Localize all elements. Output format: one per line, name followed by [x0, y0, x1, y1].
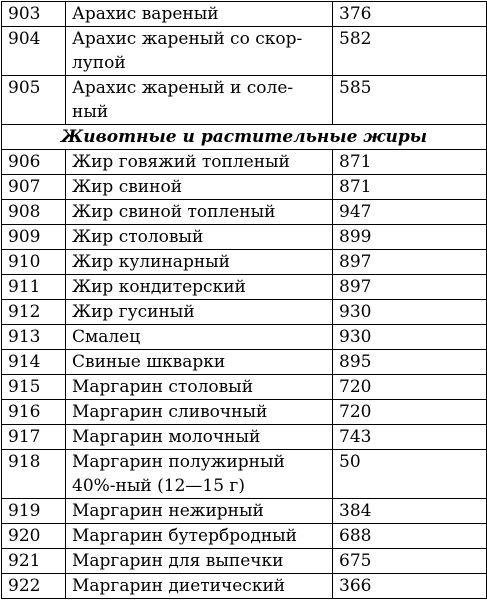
table-section: [2, 125, 487, 150]
item-name-line: Жир кулинарный: [72, 252, 231, 272]
table-row: [2, 524, 487, 549]
table-row: [2, 200, 487, 225]
item-number: 915: [2, 375, 66, 400]
item-name-line: Арахис жареный со скор-: [72, 29, 303, 49]
item-name: [66, 499, 333, 524]
item-name-line: Жир гусиный: [72, 302, 195, 322]
item-name: [66, 225, 333, 250]
item-name: [66, 425, 333, 450]
item-calories: 930: [333, 325, 487, 350]
table-row: [2, 225, 487, 250]
item-calories: 675: [333, 549, 487, 574]
table-row: [2, 400, 487, 425]
item-name: [66, 300, 333, 325]
table-row: [2, 275, 487, 300]
item-name-line: Маргарин нежирный: [72, 501, 264, 521]
calorie-table: [1, 1, 487, 599]
item-calories: 897: [333, 250, 487, 275]
table-row: [2, 574, 487, 599]
item-name-line: Жир говяжий топленый: [72, 152, 290, 172]
item-name: [66, 76, 333, 125]
item-name: [66, 350, 333, 375]
item-calories: 895: [333, 350, 487, 375]
item-number: 907: [2, 175, 66, 200]
item-calories: 899: [333, 225, 487, 250]
item-number: 905: [2, 76, 66, 125]
item-calories: 688: [333, 524, 487, 549]
item-number: 913: [2, 325, 66, 350]
item-name: [66, 150, 333, 175]
item-name-line: Смалец: [72, 327, 141, 347]
item-name-line: Маргарин бутербродный: [72, 526, 298, 546]
item-name: [66, 27, 333, 76]
item-number: 922: [2, 574, 66, 599]
table-row: [2, 450, 487, 499]
item-name-line: ный: [72, 102, 109, 122]
item-number: 910: [2, 250, 66, 275]
item-name: [66, 375, 333, 400]
item-name-line: Маргарин полужирный: [72, 452, 285, 472]
item-name-line: Арахис жареный и соле-: [72, 78, 294, 98]
item-calories: 871: [333, 150, 487, 175]
item-number: 918: [2, 450, 66, 499]
item-calories: 930: [333, 300, 487, 325]
section-title: Животные и растительные жиры: [2, 125, 487, 150]
item-name-line: Жир свиной: [72, 177, 183, 197]
table-body-bottom: [2, 150, 487, 599]
item-name: [66, 175, 333, 200]
item-calories: 720: [333, 375, 487, 400]
item-calories: 897: [333, 275, 487, 300]
table-row: [2, 499, 487, 524]
item-name-line: Жир кондитерский: [72, 277, 246, 297]
section-header-row: [2, 125, 487, 150]
item-calories: 50: [333, 450, 487, 499]
table-row: [2, 175, 487, 200]
table-row: [2, 300, 487, 325]
table-row: [2, 375, 487, 400]
item-number: 916: [2, 400, 66, 425]
table-row: [2, 2, 487, 27]
table-row: [2, 250, 487, 275]
item-name-line: Маргарин сливочный: [72, 402, 268, 422]
item-name: [66, 400, 333, 425]
item-calories: 366: [333, 574, 487, 599]
item-calories: 743: [333, 425, 487, 450]
item-name: [66, 549, 333, 574]
item-name: [66, 200, 333, 225]
item-name: [66, 2, 333, 27]
table-row: [2, 325, 487, 350]
table-row: [2, 549, 487, 574]
item-name: [66, 450, 333, 499]
item-calories: 720: [333, 400, 487, 425]
item-name-line: лупой: [72, 53, 126, 73]
item-name: [66, 325, 333, 350]
item-calories: 871: [333, 175, 487, 200]
item-name-line: Маргарин столовый: [72, 377, 254, 397]
item-calories: 384: [333, 499, 487, 524]
item-calories: 947: [333, 200, 487, 225]
table-row: [2, 27, 487, 76]
item-name-line: Маргарин для выпечки: [72, 551, 284, 571]
item-name-line: Арахис вареный: [72, 4, 219, 24]
item-calories: 585: [333, 76, 487, 125]
item-name-line: 40%-ный (12—15 г): [72, 476, 245, 496]
table-row: [2, 350, 487, 375]
item-number: 914: [2, 350, 66, 375]
item-name: [66, 574, 333, 599]
item-number: 919: [2, 499, 66, 524]
item-name-line: Маргарин диетический: [72, 576, 286, 596]
item-number: 908: [2, 200, 66, 225]
table-row: [2, 76, 487, 125]
item-number: 911: [2, 275, 66, 300]
item-calories: 376: [333, 2, 487, 27]
item-name-line: Свиные шкварки: [72, 352, 226, 372]
item-number: 917: [2, 425, 66, 450]
item-name-line: Маргарин молочный: [72, 427, 261, 447]
item-number: 906: [2, 150, 66, 175]
item-number: 904: [2, 27, 66, 76]
item-calories: 582: [333, 27, 487, 76]
item-number: 909: [2, 225, 66, 250]
item-name: [66, 524, 333, 549]
item-number: 920: [2, 524, 66, 549]
item-number: 921: [2, 549, 66, 574]
item-name-line: Жир столовый: [72, 227, 204, 247]
table-row: [2, 150, 487, 175]
item-number: 903: [2, 2, 66, 27]
item-name: [66, 275, 333, 300]
item-name: [66, 250, 333, 275]
item-number: 912: [2, 300, 66, 325]
item-name-line: Жир свиной топленый: [72, 202, 276, 222]
table-body-top: [2, 2, 487, 125]
table-row: [2, 425, 487, 450]
